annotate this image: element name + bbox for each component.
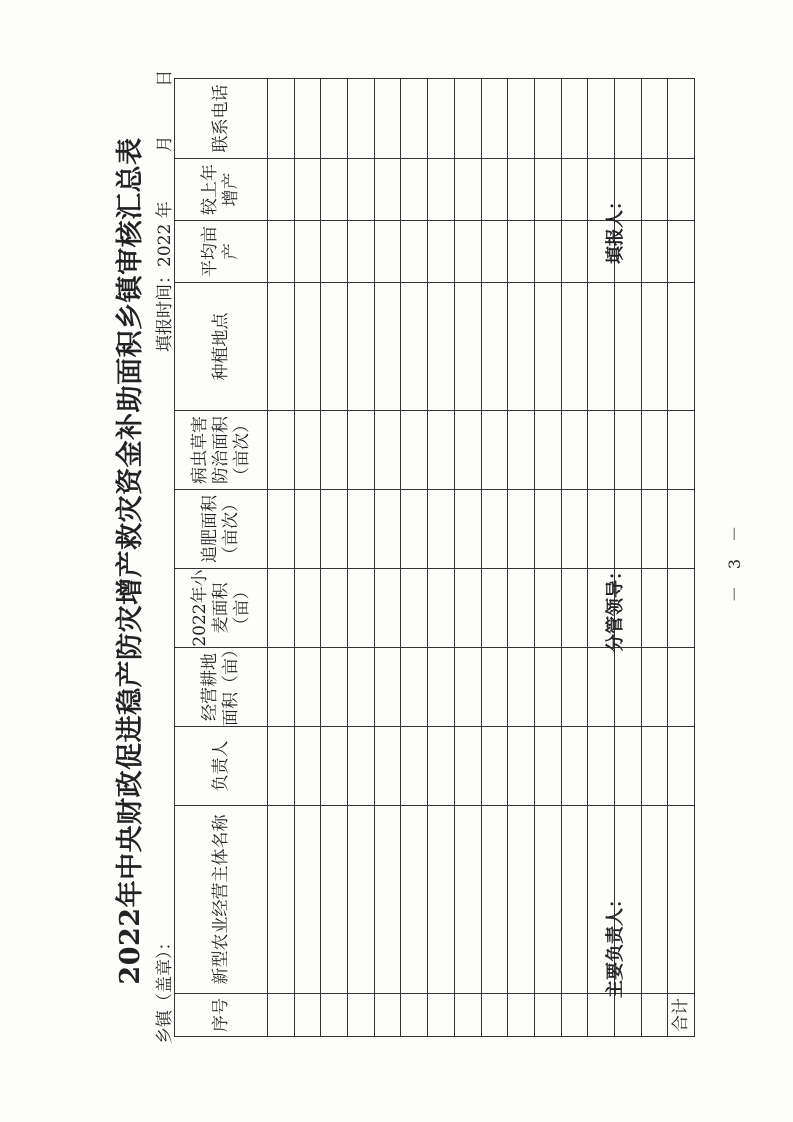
table-cell	[374, 806, 401, 994]
table-cell	[321, 994, 348, 1037]
table-row	[508, 79, 535, 1037]
table-cell	[481, 727, 508, 806]
table-cell	[428, 994, 455, 1037]
table-cell	[294, 490, 321, 569]
table-cell	[561, 411, 588, 490]
table-cell	[348, 411, 375, 490]
table-cell	[428, 727, 455, 806]
fill-date-line	[150, 70, 175, 352]
table-cell	[294, 994, 321, 1037]
table-cell	[588, 490, 615, 569]
total-cell	[668, 490, 695, 569]
table-cell	[508, 283, 535, 411]
col-header-pest-control-area: 病虫草害防治面积（亩次）	[175, 411, 268, 490]
table-row	[561, 79, 588, 1037]
table-cell	[481, 994, 508, 1037]
table-cell	[374, 490, 401, 569]
table-cell	[321, 569, 348, 648]
table-cell	[641, 79, 668, 159]
table-cell	[348, 806, 375, 994]
total-cell	[668, 159, 695, 221]
table-cell	[321, 806, 348, 994]
table-cell	[401, 159, 428, 221]
table-cell	[268, 727, 295, 806]
table-cell	[428, 569, 455, 648]
total-label: 合计	[668, 994, 695, 1037]
department-leader-signature-label: 分管领导：	[605, 562, 626, 652]
table-cell	[641, 221, 668, 283]
table-cell	[454, 727, 481, 806]
table-cell	[561, 283, 588, 411]
main-leader-signature-label: 主要负责人：	[605, 890, 626, 998]
total-row	[668, 79, 695, 1037]
table-cell	[508, 221, 535, 283]
table-cell	[268, 648, 295, 727]
table-cell	[508, 490, 535, 569]
table-cell	[481, 79, 508, 159]
table-row	[294, 79, 321, 1037]
town-stamp-label: 乡镇（盖章）：	[155, 933, 175, 1044]
table-cell	[561, 648, 588, 727]
table-cell	[374, 79, 401, 159]
table-row	[374, 79, 401, 1037]
table-cell	[294, 283, 321, 411]
table-cell	[454, 283, 481, 411]
table-cell	[481, 806, 508, 994]
table-cell	[534, 994, 561, 1037]
table-cell	[321, 283, 348, 411]
table-cell	[428, 411, 455, 490]
table-cell	[481, 159, 508, 221]
table-cell	[508, 727, 535, 806]
col-header-yield-increase: 较上年增产	[175, 159, 268, 221]
filler-signature-label: 填报人：	[605, 192, 626, 264]
table-cell	[321, 159, 348, 221]
table-cell	[588, 727, 615, 806]
total-cell	[668, 648, 695, 727]
table-cell	[508, 411, 535, 490]
table-cell	[534, 283, 561, 411]
table-cell	[268, 159, 295, 221]
table-cell	[294, 569, 321, 648]
total-cell	[668, 569, 695, 648]
table-cell	[481, 569, 508, 648]
table-cell	[348, 569, 375, 648]
table-cell	[294, 79, 321, 159]
table-cell	[588, 411, 615, 490]
table-cell	[348, 490, 375, 569]
table-cell	[401, 79, 428, 159]
table-row	[454, 79, 481, 1037]
table-cell	[454, 411, 481, 490]
table-cell	[614, 283, 641, 411]
table-cell	[268, 79, 295, 159]
table-cell	[374, 159, 401, 221]
col-header-person-in-charge: 负责人	[175, 727, 268, 806]
table-cell	[641, 806, 668, 994]
table-cell	[374, 648, 401, 727]
table-cell	[481, 411, 508, 490]
table-cell	[534, 411, 561, 490]
table-cell	[321, 411, 348, 490]
table-cell	[348, 994, 375, 1037]
col-header-phone: 联系电话	[175, 79, 268, 159]
table-cell	[534, 221, 561, 283]
table-cell	[534, 806, 561, 994]
table-cell	[614, 994, 641, 1037]
total-cell	[668, 411, 695, 490]
table-cell	[508, 79, 535, 159]
table-cell	[428, 283, 455, 411]
table-cell	[268, 569, 295, 648]
page-number: － 3 －	[725, 519, 744, 603]
table-cell	[268, 994, 295, 1037]
table-cell	[321, 221, 348, 283]
table-row	[268, 79, 295, 1037]
table-cell	[374, 411, 401, 490]
table-cell	[508, 648, 535, 727]
table-cell	[428, 79, 455, 159]
table-cell	[321, 490, 348, 569]
col-header-wheat-area: 2022年小麦面积（亩）	[175, 569, 268, 648]
table-cell	[454, 994, 481, 1037]
table-cell	[561, 727, 588, 806]
table-cell	[321, 727, 348, 806]
table-cell	[294, 806, 321, 994]
table-cell	[454, 648, 481, 727]
table-cell	[561, 490, 588, 569]
table-cell	[588, 283, 615, 411]
table-cell	[428, 806, 455, 994]
col-header-farmland-area: 经营耕地面积（亩）	[175, 648, 268, 727]
table-cell	[348, 727, 375, 806]
table-cell	[268, 221, 295, 283]
table-row	[481, 79, 508, 1037]
table-cell	[428, 159, 455, 221]
table-cell	[588, 648, 615, 727]
table-cell	[294, 221, 321, 283]
table-cell	[561, 569, 588, 648]
total-cell	[668, 727, 695, 806]
table-cell	[294, 727, 321, 806]
table-cell	[348, 221, 375, 283]
table-cell	[561, 994, 588, 1037]
table-cell	[401, 411, 428, 490]
table-cell	[428, 221, 455, 283]
col-header-entity-name: 新型农业经营主体名称	[175, 806, 268, 994]
table-cell	[268, 283, 295, 411]
table-cell	[534, 79, 561, 159]
table-cell	[534, 569, 561, 648]
table-cell	[401, 283, 428, 411]
table-cell	[641, 283, 668, 411]
table-cell	[348, 648, 375, 727]
table-cell	[614, 411, 641, 490]
table-cell	[321, 648, 348, 727]
table-row	[401, 79, 428, 1037]
table-cell	[454, 159, 481, 221]
table-row	[348, 79, 375, 1037]
table-cell	[401, 569, 428, 648]
table-cell	[614, 727, 641, 806]
table-cell	[561, 79, 588, 159]
table-cell	[561, 159, 588, 221]
table-cell	[508, 806, 535, 994]
table-cell	[268, 490, 295, 569]
table-cell	[401, 648, 428, 727]
table-cell	[374, 994, 401, 1037]
table-cell	[374, 221, 401, 283]
table-cell	[534, 727, 561, 806]
table-cell	[454, 490, 481, 569]
total-cell	[668, 806, 695, 994]
col-header-index: 序号	[175, 994, 268, 1037]
table-row	[534, 79, 561, 1037]
table-cell	[321, 79, 348, 159]
total-cell	[668, 221, 695, 283]
table-cell	[534, 648, 561, 727]
table-cell	[401, 727, 428, 806]
table-cell	[348, 159, 375, 221]
table-cell	[641, 411, 668, 490]
document-title: 2022年中央财政促进稳产防灾增产救灾资金补助面积乡镇审核汇总表	[115, 137, 146, 985]
table-cell	[561, 221, 588, 283]
table-cell	[374, 727, 401, 806]
table-cell	[534, 159, 561, 221]
table-cell	[401, 994, 428, 1037]
table-cell	[561, 806, 588, 994]
table-cell	[454, 79, 481, 159]
table-cell	[641, 994, 668, 1037]
table-cell	[614, 490, 641, 569]
date-prefix: 填报时间：2022 年	[155, 201, 175, 352]
table-cell	[508, 994, 535, 1037]
table-cell	[641, 490, 668, 569]
table-cell	[428, 490, 455, 569]
table-cell	[481, 648, 508, 727]
table-row	[641, 79, 668, 1037]
table-cell	[588, 994, 615, 1037]
table-cell	[481, 490, 508, 569]
col-header-topdressing-area: 追肥面积（亩次）	[175, 490, 268, 569]
table-cell	[454, 806, 481, 994]
col-header-average-yield: 平均亩产	[175, 221, 268, 283]
table-cell	[481, 283, 508, 411]
table-cell	[428, 648, 455, 727]
table-cell	[481, 221, 508, 283]
table-cell	[454, 569, 481, 648]
table-cell	[348, 79, 375, 159]
table-row	[428, 79, 455, 1037]
table-cell	[454, 221, 481, 283]
table-cell	[374, 283, 401, 411]
table-cell	[641, 159, 668, 221]
table-cell	[401, 490, 428, 569]
table-cell	[401, 221, 428, 283]
table-cell	[294, 159, 321, 221]
table-header-row	[175, 79, 268, 1037]
col-header-planting-location: 种植地点	[175, 283, 268, 411]
table-cell	[641, 727, 668, 806]
table-cell	[508, 569, 535, 648]
date-month: 月	[155, 135, 175, 153]
table-cell	[614, 648, 641, 727]
table-cell	[588, 79, 615, 159]
table-cell	[614, 79, 641, 159]
table-cell	[641, 569, 668, 648]
table-cell	[268, 806, 295, 994]
total-cell	[668, 283, 695, 411]
table-cell	[508, 159, 535, 221]
table-row	[321, 79, 348, 1037]
table-cell	[641, 648, 668, 727]
total-cell	[668, 79, 695, 159]
table-cell	[268, 411, 295, 490]
table-cell	[534, 490, 561, 569]
table-cell	[401, 806, 428, 994]
table-cell	[294, 648, 321, 727]
table-cell	[348, 283, 375, 411]
date-day: 日	[155, 69, 175, 87]
table-cell	[374, 569, 401, 648]
table-cell	[294, 411, 321, 490]
